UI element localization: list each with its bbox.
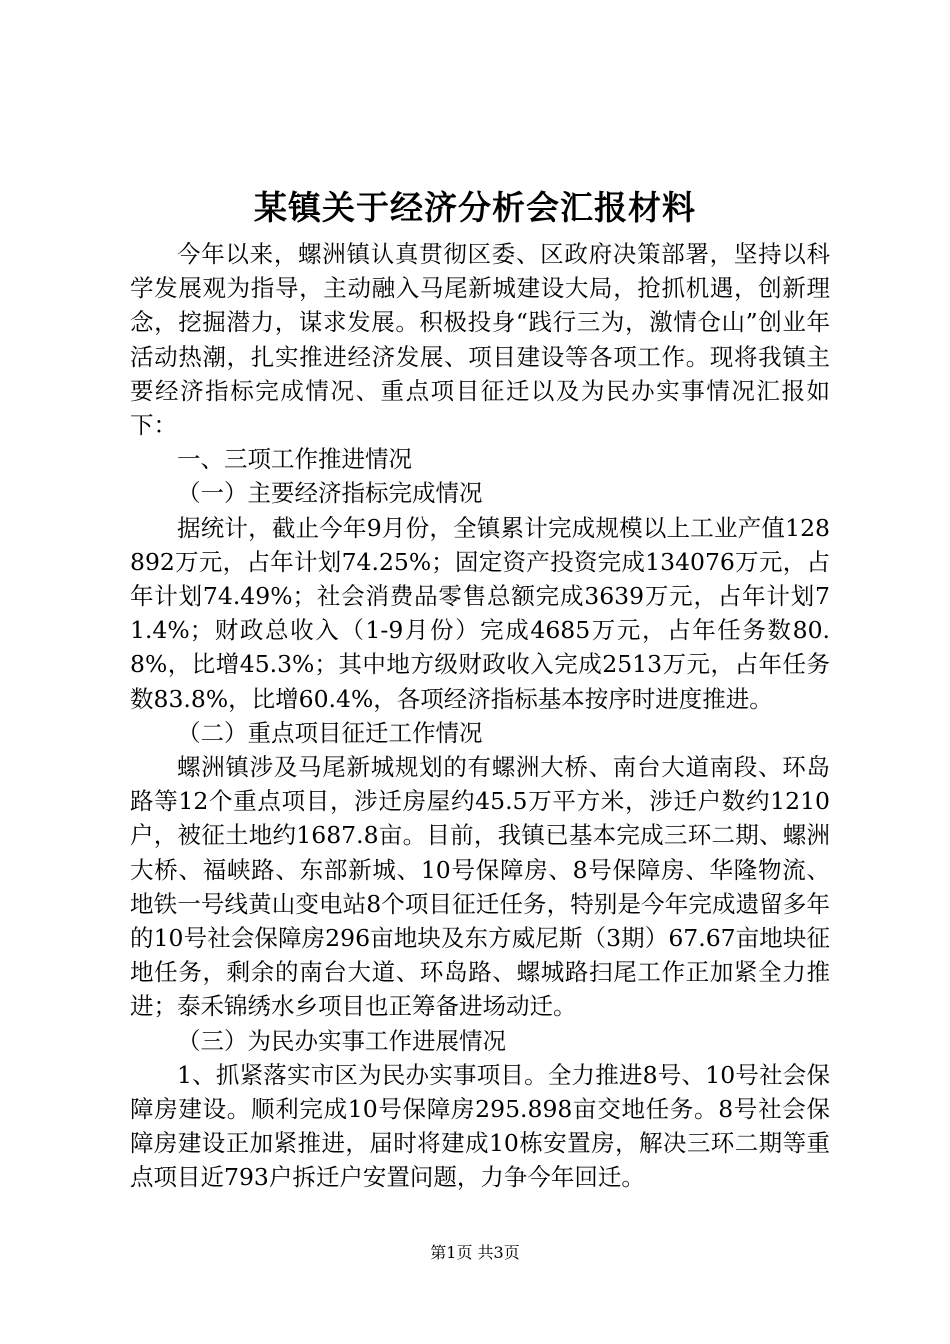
subsection-heading-2: （二）重点项目征迁工作情况 xyxy=(177,718,483,747)
document-title: 某镇关于经济分析会汇报材料 xyxy=(254,188,696,227)
public-projects-paragraph: 1、抓紧落实市区为民办实事项目。全力推进8号、10号社会保障房建设。顺利完成10号保障房295.898亩交地任务。8号社会保障房建设正加紧推进，届时将建成10栋安置房，解决三环二期等重点项目近793户拆迁户安置问题，力争今年回迁。 xyxy=(130,1060,830,1192)
section-heading: 一、三项工作推进情况 xyxy=(177,445,412,474)
intro-paragraph: 今年以来，螺洲镇认真贯彻区委、区政府决策部署，坚持以科学发展观为指导，主动融入马尾新城建设大局，抢抓机遇，创新理念，挖掘潜力，谋求发展。积极投身“践行三为，激情仓山”创业年活动热潮，扎实推进经济发展、项目建设等各项工作。现将我镇主要经济指标完成情况、重点项目征迁以及为民办实事情况汇报如下： xyxy=(130,240,830,440)
subsection-heading-3: （三）为民办实事工作进展情况 xyxy=(177,1026,506,1055)
subsection-heading-1: （一）主要经济指标完成情况 xyxy=(177,479,483,508)
page-number-footer: 第1页 共3页 xyxy=(430,1243,520,1262)
economic-indicators-paragraph: 据统计，截止今年9月份，全镇累计完成规模以上工业产值128892万元，占年计划74.25%；固定资产投资完成134076万元，占年计划74.49%；社会消费品零售总额完成3639万元，占年计划71.4%；财政总收入（1-9月份）完成4685万元，占年任务数80.8%，比增45.3%；其中地方级财政收入完成2513万元，占年任务数83.8%，比增60.4%，各项经济指标基本按序时进度推进。 xyxy=(130,513,830,713)
key-projects-paragraph: 螺洲镇涉及马尾新城规划的有螺洲大桥、南台大道南段、环岛路等12个重点项目，涉迁房屋约45.5万平方米，涉迁户数约1210户，被征土地约1687.8亩。目前，我镇已基本完成三环二期、螺洲大桥、福峡路、东部新城、10号保障房、8号保障房、华隆物流、地铁一号线黄山变电站8个项目征迁任务，特别是今年完成遗留多年的10号社会保障房296亩地块及东方威尼斯（3期）67.67亩地块征地任务，剩余的南台大道、环岛路、螺城路扫尾工作正加紧全力推进；泰禾锦绣水乡项目也正筹备进场动迁。 xyxy=(130,753,830,1021)
document-body xyxy=(130,237,830,1195)
